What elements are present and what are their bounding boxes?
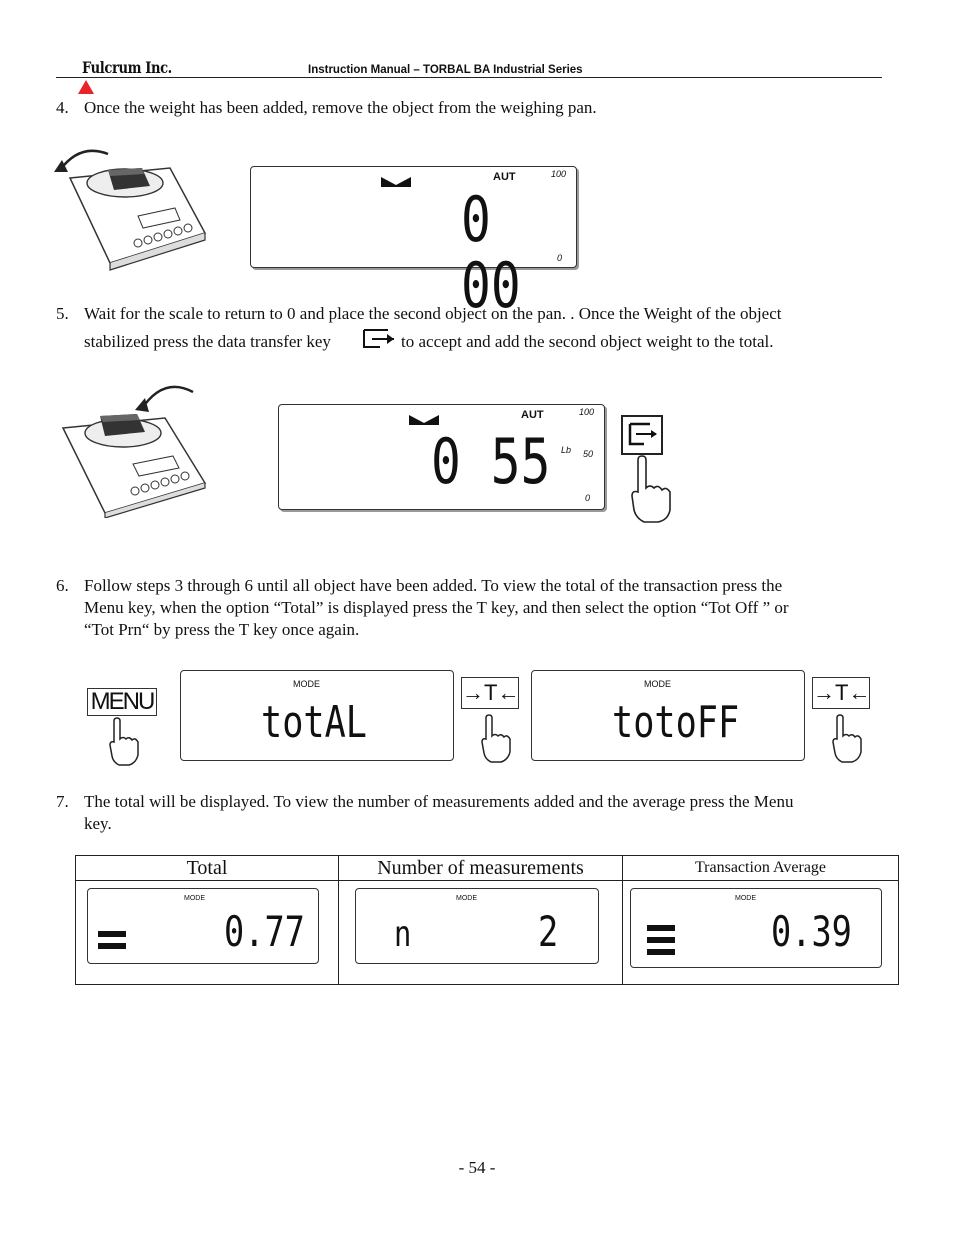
scale-top-label: 100 (551, 169, 567, 179)
mode-indicator: MODE (735, 895, 756, 902)
mode-indicator: MODE (644, 679, 671, 689)
table-header-average: Transaction Average (623, 856, 899, 881)
scale-mid-label: 50 (583, 449, 594, 459)
scale-bottom-label: 0 (585, 493, 591, 503)
step-number: 5. (56, 304, 69, 323)
lcd-display-average (630, 888, 882, 968)
auto-indicator: AUT (493, 171, 516, 183)
count-prefix: n (394, 914, 412, 955)
average-indicator-icon (647, 923, 677, 961)
tare-key: →T← (461, 677, 519, 709)
step-4 (56, 97, 916, 119)
weight-reading: 0 55 (431, 425, 551, 498)
stable-indicator-icon (379, 175, 413, 189)
step-5 (56, 303, 916, 325)
step-text: Follow steps 3 through 6 until all object have been added. To view the total of the transaction press the (84, 576, 783, 595)
page-number: - 54 - (458, 1158, 496, 1177)
scale-place-illustration (55, 378, 215, 518)
tare-key: →T← (812, 677, 870, 709)
pointing-hand-icon (478, 714, 512, 764)
display-reading: 0.77 (224, 907, 305, 956)
display-reading: 2 (538, 907, 559, 956)
table-cell-average (623, 881, 899, 985)
scale-remove-illustration (50, 138, 210, 273)
results-table (75, 855, 899, 985)
step-text: stabilized press the data transfer key (84, 332, 331, 351)
step-5-line-2b (401, 331, 773, 353)
lcd-display-totoff (531, 670, 805, 761)
lcd-display-count (355, 888, 599, 964)
unit-label: Lb (561, 445, 572, 455)
table-header-total: Total (76, 856, 339, 881)
display-reading: totAL (261, 697, 367, 748)
step-6 (56, 575, 916, 597)
lcd-display-second-object (278, 404, 605, 510)
mode-indicator: MODE (293, 679, 320, 689)
display-reading: 0.39 (771, 907, 852, 956)
table-cell-total (76, 881, 339, 985)
step-6-line-2 (84, 597, 789, 619)
weight-reading: 0 00 (461, 183, 521, 322)
total-indicator-icon (98, 929, 128, 953)
step-6-line-3 (84, 619, 359, 641)
step-7-line-2 (84, 813, 112, 835)
table-header-measurements: Number of measurements (339, 856, 623, 881)
pointing-hand-icon (632, 456, 670, 522)
scale-bottom-label: 0 (557, 253, 563, 263)
step-7 (56, 791, 916, 813)
header-title: Instruction Manual – TORBAL BA Industrial Series (308, 64, 583, 76)
step-text: Once the weight has been added, remove the object from the weighing pan. (84, 98, 597, 117)
table-cell-measurements (339, 881, 623, 985)
data-transfer-key-press (620, 414, 676, 526)
header-rule (56, 77, 882, 78)
mode-indicator: MODE (184, 895, 205, 902)
step-number: 6. (56, 576, 69, 595)
step-text: key. (84, 814, 112, 833)
step-text: “Tot Prn“ by press the T key once again. (84, 620, 360, 639)
step-text: Menu key, when the option “Total” is displayed press the T key, and then select the option “Tot Off ” or (84, 598, 789, 617)
auto-indicator: AUT (521, 409, 544, 421)
step-text: The total will be displayed. To view the number of measurements added and the average press the Menu (84, 792, 794, 811)
logo-triangle-icon (78, 80, 94, 94)
step-number: 4. (56, 98, 69, 117)
place-arrow-icon (141, 387, 193, 410)
lcd-display-zero (250, 166, 577, 322)
brand-logo-text: Fulcrum Inc. (82, 58, 172, 77)
display-reading: totoFF (612, 697, 740, 748)
menu-key: MENU (87, 688, 157, 716)
remove-arrow-icon (60, 151, 108, 170)
step-number: 7. (56, 792, 69, 811)
pointing-hand-icon (106, 717, 140, 767)
pointing-hand-icon (829, 714, 863, 764)
data-transfer-key-icon (360, 327, 398, 351)
mode-indicator: MODE (456, 895, 477, 902)
step-text: to accept and add the second object weight to the total. (401, 332, 774, 351)
scale-top-label: 100 (579, 407, 595, 417)
lcd-display-total-value (87, 888, 319, 964)
step-text: Wait for the scale to return to 0 and place the second object on the pan. . Once the Weight of the object (84, 304, 782, 323)
step-5-line-2 (84, 331, 331, 353)
lcd-display-total (180, 670, 454, 761)
